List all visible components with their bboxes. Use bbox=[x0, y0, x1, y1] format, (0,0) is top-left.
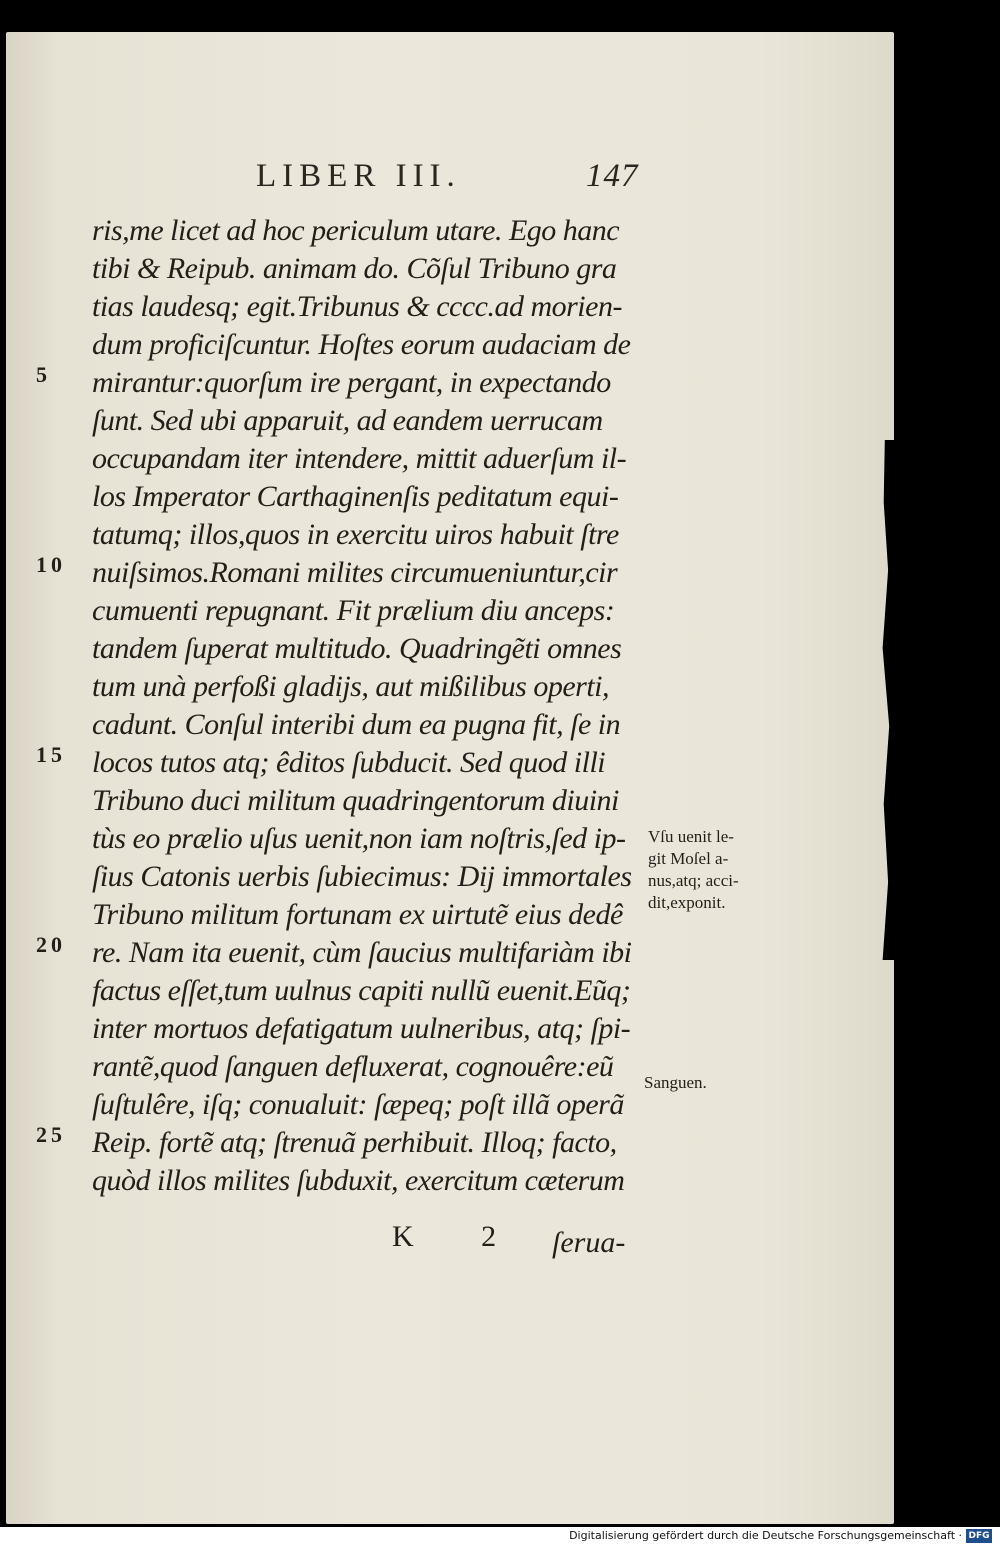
text-line: Tribuno militum fortunam ex uirtutẽ eius dedê bbox=[92, 898, 623, 931]
text-line: tias laudesq; egit.Tribunus & cccc.ad morien- bbox=[92, 290, 622, 323]
text-line: factus eſſet,tum uulnus capiti nullũ euenit.Eũq; bbox=[92, 974, 631, 1007]
page-number: 147 bbox=[586, 158, 639, 194]
text-line: ſius Catonis uerbis ſubiecimus: Dij immortales bbox=[92, 860, 632, 893]
text-line: inter mortuos defatigatum uulneribus, atq; ſpi- bbox=[92, 1012, 631, 1045]
text-line: tùs eo prælio uſus uenit,non iam noſtris,ſed ip- bbox=[92, 822, 626, 855]
text-line: mirantur:quorſum ire pergant, in expectando bbox=[92, 366, 611, 399]
text-line: occupandam iter intendere, mittit aduerſum il- bbox=[92, 442, 627, 475]
margin-note: Vſu uenit le- git Moſel a- nus,atq; acci- dit,exponit. bbox=[648, 827, 739, 912]
text-line: ſuſtulêre, iſq; conualuit: ſæpeq; poſt illã operã bbox=[92, 1088, 624, 1121]
text-line: locos tutos atq; êditos ſubducit. Sed quod illi bbox=[92, 746, 606, 779]
funding-credit: Digitalisierung gefördert durch die Deutsche Forschungsgemeinschaft · bbox=[569, 1529, 962, 1542]
line-number: 5 bbox=[36, 362, 51, 387]
text-line: cumuenti repugnant. Fit prælium diu anceps: bbox=[92, 594, 615, 627]
text-line: rantẽ,quod ſanguen defluxerat, cognouêre:eũ bbox=[92, 1050, 614, 1083]
text-line: re. Nam ita euenit, cùm ſaucius multifariàm ibi bbox=[92, 936, 632, 969]
line-number: 25 bbox=[36, 1122, 66, 1147]
text-line: dum proficiſcuntur. Hoſtes eorum audaciam de bbox=[92, 328, 631, 361]
text-line: ſunt. Sed ubi apparuit, ad eandem uerrucam bbox=[92, 404, 603, 437]
text-line: ris,me licet ad hoc periculum utare. Ego hanc bbox=[92, 214, 620, 247]
text-line: tandem ſuperat multitudo. Quadringẽti omnes bbox=[92, 632, 622, 665]
text-line: Tribuno duci militum quadringentorum diuini bbox=[92, 784, 619, 817]
margin-note: Sanguen. bbox=[644, 1073, 707, 1092]
text-line: tum unà perfoßi gladijs, aut mißilibus operti, bbox=[92, 670, 610, 703]
line-number: 15 bbox=[36, 742, 66, 767]
catchword: ſerua- bbox=[552, 1226, 626, 1259]
text-line: tibi & Reipub. animam do. Cõſul Tribuno gra bbox=[92, 252, 617, 285]
line-number: 10 bbox=[36, 552, 66, 577]
line-number: 20 bbox=[36, 932, 66, 957]
text-line: quòd illos milites ſubduxit, exercitum cæterum bbox=[92, 1164, 625, 1197]
text-line: Reip. fortẽ atq; ſtrenuã perhibuit. Illoq; facto, bbox=[92, 1126, 617, 1159]
text-line: nuiſsimos.Romani milites circumueniuntur,cir bbox=[92, 556, 618, 589]
text-line: cadunt. Conſul interibi dum ea pugna fit, ſe in bbox=[92, 708, 621, 741]
running-head: LIBER III. bbox=[256, 158, 461, 194]
text-line: los Imperator Carthaginenſis peditatum equi- bbox=[92, 480, 619, 513]
signature-mark: K 2 bbox=[392, 1220, 527, 1253]
dfg-logo: DFG bbox=[966, 1529, 992, 1543]
text-line: tatumq; illos,quos in exercitu uiros habuit ſtre bbox=[92, 518, 619, 551]
